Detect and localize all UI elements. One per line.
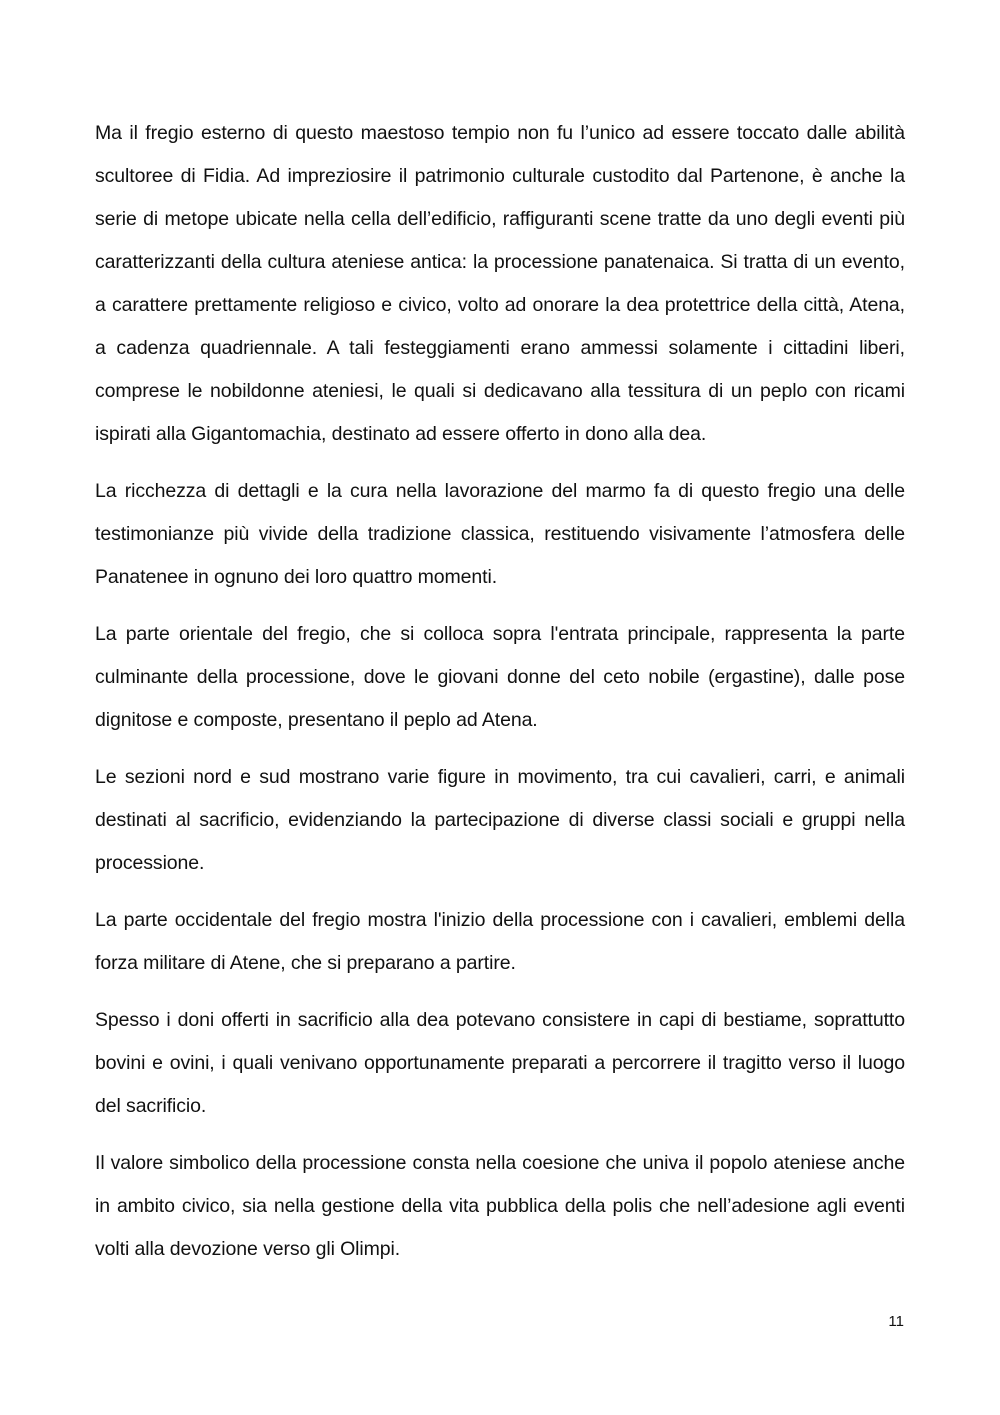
page-body: [95, 112, 905, 1285]
paragraph: Ma il fregio esterno di questo maestoso tempio non fu l’unico ad essere toccato dalle abilità scultoree di Fidia. Ad impreziosire il patrimonio culturale custodito dal Partenone, è anche la serie di metope ubicate nella cella dell’edificio, raffiguranti scene tratte da uno degli eventi più caratterizzanti della cultura ateniese antica: la processione panatenaica. Si tratta di un evento, a carattere prettamente religioso e civico, volto ad onorare la dea protettrice della città, Atena, a cadenza quadriennale. A tali festeggiamenti erano ammessi solamente i cittadini liberi, comprese le nobildonne ateniesi, le quali si dedicavano alla tessitura di un peplo con ricami ispirati alla Gigantomachia, destinato ad essere offerto in dono alla dea.: [95, 122, 905, 445]
page-number: 11: [888, 1313, 904, 1330]
paragraph: La parte occidentale del fregio mostra l'inizio della processione con i cavalieri, emblemi della forza militare di Atene, che si preparano a partire.: [95, 909, 905, 974]
paragraph: La ricchezza di dettagli e la cura nella lavorazione del marmo fa di questo fregio una delle testimonianze più vivide della tradizione classica, restituendo visivamente l’atmosfera delle Panatenee in ognuno dei loro quattro momenti.: [95, 480, 905, 588]
paragraph: Spesso i doni offerti in sacrificio alla dea potevano consistere in capi di bestiame, soprattutto bovini e ovini, i quali venivano opportunamente preparati a percorrere il tragitto verso il luogo del sacrificio.: [95, 1009, 905, 1117]
paragraph: Il valore simbolico della processione consta nella coesione che univa il popolo ateniese anche in ambito civico, sia nella gestione della vita pubblica della polis che nell’adesione agli eventi volti alla devozione verso gli Olimpi.: [95, 1152, 905, 1260]
paragraph: Le sezioni nord e sud mostrano varie figure in movimento, tra cui cavalieri, carri, e animali destinati al sacrificio, evidenziando la partecipazione di diverse classi sociali e gruppi nella processione.: [95, 766, 905, 874]
paragraph: La parte orientale del fregio, che si colloca sopra l'entrata principale, rappresenta la parte culminante della processione, dove le giovani donne del ceto nobile (ergastine), dalle pose dignitose e composte, presentano il peplo ad Atena.: [95, 623, 905, 731]
